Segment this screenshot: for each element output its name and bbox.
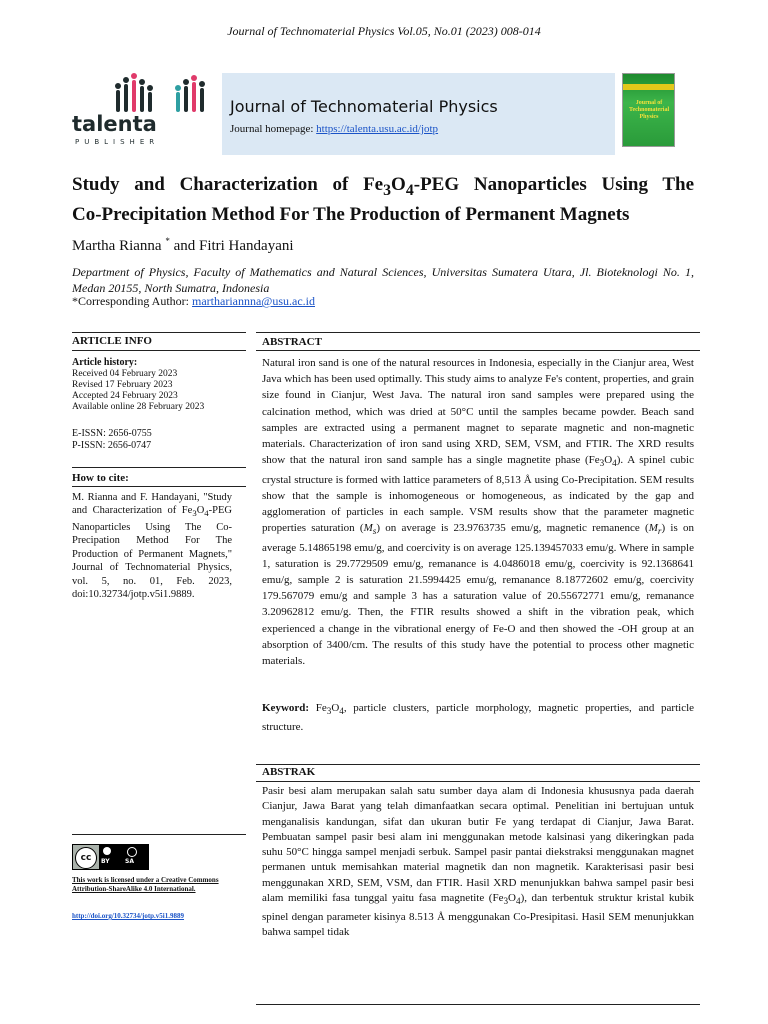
journal-citation-line: Journal of Technomaterial Physics Vol.05, No.01 (2023) 008-014 [227, 24, 541, 38]
abstrak-heading: ABSTRAK [262, 766, 316, 778]
abstract-text: Natural iron sand is one of the natural resources in Indonesia, especially in the Cianjur area, West Java which has been used optimally. This study aims to analyze Fe's content, properties, and grain size found in Cianjur, West Java. The natural iron sand samples were prepared using the calcination method, which was dried at 50°C until the samples became powder. Beach sand samples are extracted using a permanent magnet to separate magnetic and non-magnetic materials. Characterization of iron sand using XRD, SEM, VSM, and FTIR. The XRD results show that the natural iron sand sample has a single magnetite phase $(Fe_3O_4)$. A spinel cubic crystal structure is formed with lattice parameters of 8,513 Å using Co-Precipitation. SEM results show that the sample is inhomogeneous or homogeneous, as indicated by the gap and agglomeration of particles in each sample. VSM results show that the parameter magnetic properties saturation $(M_s)$ on average is 23.9763735 emu/g, magnetic remanence $(M_r)$ is on average 5.14865198 emu/g, and coercivity is on average 125.139457033 emu/g. Where in sample 1, saturation is 29.7729509 emu/g, remanance is 4.0486018 emu/g, coercivity is 92.1368641 emu/g, sample 2 is saturation 21.5994425 emu/g, remanance 8.18772602 emu/g, coercivity 179.567079 emu/g and sample 3 has a saturation value of 20.55672771 emu/g, remanance 3.20962812 emu/g. Then, the FTIR results showed a shift in the vibration peak, which experienced a change in the vibrational energy of Fe-O and then showed the -OH group at an absorption of 3400/cm. The results of this study have the potential to process other magnetic materials. [262, 357, 695, 668]
paper-title-line-1: Study and Characterization of $Fe_3O_4$-PEG Nanoparticles Using The [72, 174, 695, 199]
article-history [72, 357, 242, 413]
keyword-list: $Fe_3O_4$, particle clusters, particle morphology, magnetic properties, and particle structure. [262, 702, 695, 734]
cc-by-sa-badge[interactable] [72, 844, 149, 870]
divider [256, 781, 700, 782]
doi-link-text[interactable]: http://doi.org/10.32734/jotp.v5i1.9889 [72, 912, 185, 920]
history-revised: Revised 17 February 2023 [72, 380, 173, 390]
divider [72, 332, 246, 333]
history-accepted: Accepted 24 February 2023 [72, 391, 178, 401]
paper-title [72, 173, 694, 227]
by-person-icon [103, 847, 111, 855]
divider [72, 350, 246, 351]
logo-subtitle: PUBLISHER [75, 138, 160, 146]
keywords [262, 700, 694, 735]
talenta-logo [70, 72, 220, 150]
corr-label: *Corresponding Author: [72, 294, 192, 308]
citation-text: M. Rianna and F. Handayani, "Study and Characterization of $Fe_3O_4$-PEG Nanoparticles Using The Co-Precipation Method For The Production of Permanent Magnets," Journal of Technomaterial Physics, vol. 5, no. 01, Feb. 2023, doi:10.32734/jotp.v5i1.9889. [72, 492, 232, 600]
cover-title: Journal of Technomaterial Physics [629, 100, 670, 120]
journal-cover-thumbnail [622, 73, 675, 147]
corr-email-link[interactable]: marthariannna@usu.ac.id [192, 294, 316, 308]
divider [256, 1004, 700, 1005]
paper-title-line-2: Co-Precipitation Method For The Production of Permanent Magnets [72, 203, 630, 225]
sa-label: SA [125, 858, 134, 865]
divider [256, 350, 700, 351]
article-info-heading: ARTICLE INFO [72, 335, 152, 347]
divider [256, 764, 700, 765]
license-link[interactable]: This work is licensed under a Creative Commons Attribution-ShareAlike 4.0 International. [72, 876, 219, 893]
cc-icon: cc [75, 847, 97, 869]
issn-block [72, 428, 152, 452]
by-label: BY [101, 858, 110, 865]
license-text [72, 876, 237, 894]
how-to-cite-heading: How to cite: [72, 472, 129, 484]
abstrak-text: Pasir besi alam merupakan salah satu sumber daya alam di Indonesia khususnya pada daerah Cianjur, Jawa Barat yang telah dimanfaatkan secara optimal. Penelitian ini bertujuan untuk menganalisis kandungan, sifat dan ukuran butir Fe yang terdapat di Cianjur, Jawa Barat. Pembuatan sampel pasir besi alam ini menggunakan metode kalsinasi yang dikeringkan pada suhu 50°C hingga sampel menjadi serbuk. Sampel pasir pantai diekstraksi menggunakan magnet permanen untuk memisahkan material magnetik dan non magnetik. Karakterisasi pasir besi menggunakan XRD, SEM, VSM, dan FTIR. Hasil XRD menunjukkan bahwa sampel pasir besi alam memiliki fasa tunggal yaitu fasa magnetite $(Fe_3O_4)$, dan terbentuk struktur kristal kubik spinel dengan parameter kisinya 8.513 Å menggunakan Co-Presipitasi. Hasil SEM menunjukkan bahwa sampel tidak [262, 785, 694, 938]
homepage-label: Journal homepage: [230, 123, 317, 135]
history-heading: Article history: [72, 357, 138, 368]
history-online: Available online 28 February 2023 [72, 402, 205, 412]
logo-wordmark: talenta [72, 112, 157, 136]
divider [72, 467, 246, 468]
eissn: E-ISSN: 2656-0755 [72, 428, 152, 439]
divider [256, 332, 700, 333]
sa-cycle-icon [127, 847, 137, 857]
doi-link[interactable] [72, 912, 184, 920]
divider [72, 834, 246, 835]
logo-figures-icon [70, 72, 220, 116]
journal-homepage [230, 123, 438, 135]
abstract-heading: ABSTRACT [262, 336, 322, 348]
pissn: P-ISSN: 2656-0747 [72, 440, 152, 451]
author-list: Martha Rianna * and Fitri Handayani [72, 236, 294, 254]
keyword-label: Keyword: [262, 702, 316, 714]
cover-band [623, 84, 674, 90]
homepage-link[interactable]: https://talenta.usu.ac.id/jotp [316, 123, 439, 135]
journal-title: Journal of Technomaterial Physics [230, 97, 498, 116]
journal-header-box [222, 73, 615, 155]
divider [72, 486, 246, 487]
affiliation: Department of Physics, Faculty of Mathematics and Natural Sciences, Universitas Sumatera Utara, Jl. Bioteknologi No. 1, Medan 20155, North Sumatra, Indonesia [72, 265, 694, 295]
corresponding-author [72, 294, 315, 309]
history-received: Received 04 February 2023 [72, 369, 178, 379]
